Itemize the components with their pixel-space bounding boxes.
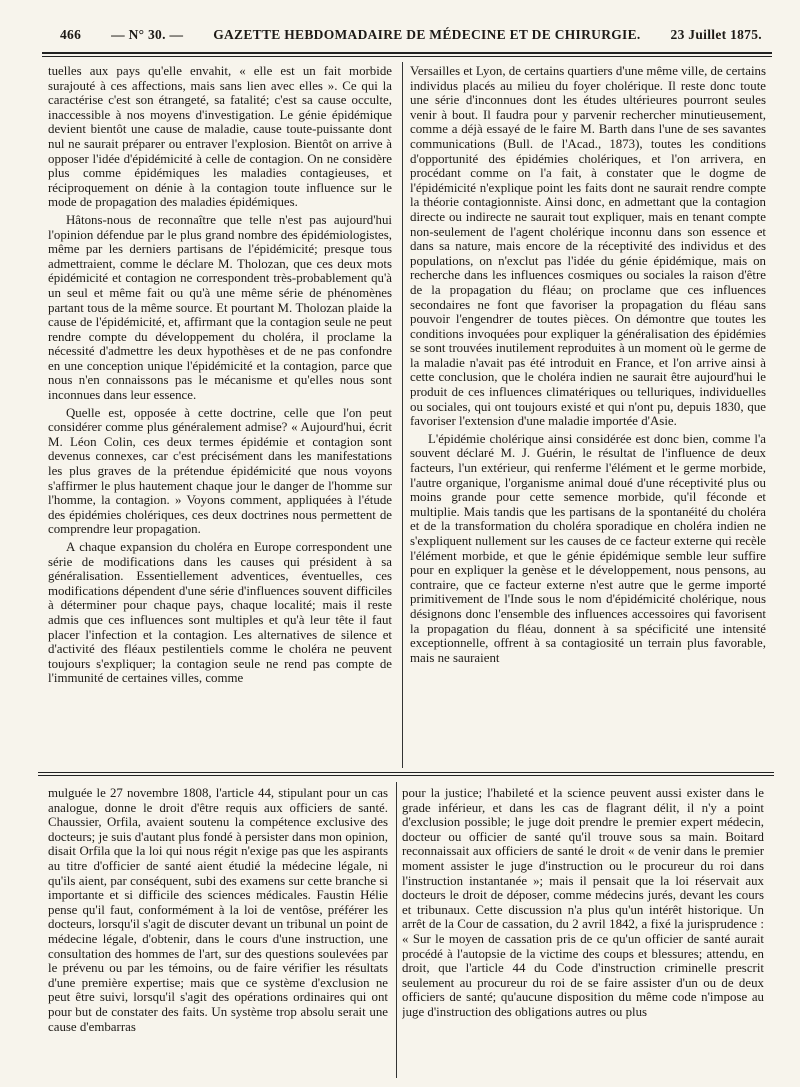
- journal-title: GAZETTE HEBDOMADAIRE DE MÉDECINE ET DE CHIRURGIE.: [213, 27, 641, 42]
- paragraph: Hâtons-nous de reconnaître que telle n'est pas aujourd'hui l'opinion défendue par le plus grand nombre des épidémiologistes, même par les derniers partisans de l'épidémicité; presque tous admettraient, comme le déclare M. Tholozan, que ces deux mots épidémicité et contagion ne correspondent très-probablement qu'à un seul et même fait ou qu'à une même série de phénomènes partant tous de la même source. Et pourtant M. Tholozan plaide la cause de l'épidémicité, et, affirmant que la contagion seule ne peut rendre compte du développement du choléra, il proclame la nécessité d'admettre les deux hypothèses et de ne pas confondre en une conception unique l'épidémicité et la contagion, parce que nous n'en connaissons pas le mécanisme et qu'elles nous sont inconnues dans leur essence.: [48, 212, 392, 403]
- paragraph: tuelles aux pays qu'elle envahit, « elle est un fait morbide surajouté à ces affections, mais sans lien avec elles ». Ce qui la caractérise c'est son étrangeté, sa fatalité; c'est sa cause occulte, inaccessible à nos moyens d'investigation. Le génie épidémique devient bientôt une cause de maladie, cause toute-puissante dont nul ne saurait préparer ou entraver l'explosion. Bientôt on arrive à opposer l'idée d'épidémicité à celle de contagion. On ne considère plus comme épidémiques les maladies contagieuses, et réciproquement on dénie à la contagion toute influence sur le mode de propagation des maladies épidémiques.: [48, 64, 392, 210]
- issue-number: — N° 30. —: [111, 27, 184, 42]
- lower-left-column: [48, 786, 388, 1076]
- paragraph: mulguée le 27 novembre 1808, l'article 44, stipulant pour un cas analogue, donne le droit d'être requis aux officiers de santé. Chaussier, Orfila, avaient soutenu la compétence exclusive des docteurs; je suis d'autant plus fondé à persister dans mon opinion, disait Orfila que la loi qui nous régit n'exige pas que les aspirants au titre d'officier de santé aient étudié la médecine légale, ni qu'ils aient, par conséquent, subi des examens sur cette branche si importante et si difficile des sciences médicales. Faustin Hélie pense qu'il faut, conformément à la loi de ventôse, préférer les docteurs, lorsqu'il s'agit de discuter devant un tribunal un point de médecine légale, d'obtenir, dans le cours d'une instruction, une consultation des hommes de l'art, sur des questions soulevées par le prévenu ou par les témoins, ou de faire vérifier les résultats d'une première expertise; mais que ce système d'exclusion ne peut être suivi, lorsqu'il s'agit des opérations ordinaires qui ont pour but de constater des faits. Un système trop absolu serait une cause d'embarras: [48, 786, 388, 1034]
- page-header: [60, 27, 762, 51]
- paragraph: A chaque expansion du choléra en Europe correspondent une série de modifications dans les causes qui président à sa généralisation. Essentiellement adventices, éventuelles, ces modifications dépendent d'une série d'influences souvent difficiles à déterminer pour chaque pays, chaque localité; mais il reste admis que ces influences sont multiples et qu'à leur tête il faut placer l'infection et la contagion. Les alternatives de silence et d'activité des fléaux pestilentiels comme le choléra ne peuvent toujours s'expliquer; la contagion seule ne rend pas compte de l'immunité de certaines villes, comme: [48, 540, 392, 686]
- column-divider-upper: [402, 62, 403, 768]
- upper-left-column: [48, 64, 392, 754]
- upper-right-column: [410, 64, 766, 754]
- issue-date: 23 Juillet 1875.: [670, 27, 762, 42]
- paragraph: Versailles et Lyon, de certains quartiers d'une même ville, de certains individus placés au milieu du foyer cholérique. Il reste donc toute une série d'inconnues dont les études ultérieures pourront seules venir à bout. Il faudra pour y parvenir rechercher minutieusement, comme a déjà essayé de le faire M. Barth dans l'une de ses savantes communications (Bull. de l'Acad., 1873), toutes les conditions d'opportunité des épidémies cholériques, et l'on arrivera, en procédant comme on l'a fait, à constater que le dogme de l'épidémicité n'explique point les faits dont ne saurait rendre compte la théorie contagionniste. Ainsi donc, en admettant que la contagion directe ou indirecte ne saurait tout expliquer, mais en tenant compte non-seulement de l'agent cholérique inconnu dans son essence et dans sa nature, mais encore de la réceptivité des individus et des populations, on n'exclut pas l'idée du génie épidémique, mais on recherche dans les influences cosmiques ou sociales la raison d'être de la propagation du fléau; on proclame que ces influences secondaires ne font que favoriser la propagation du fléau sans pouvoir l'engendrer de toutes pièces. On démontre que toutes les conditions invoquées pour expliquer la généralisation des épidémies se sont trouvées inutilement reproduites à un moment où le germe de la maladie n'avait pas été introduit en France, et l'on arrive ainsi à cette conclusion, que le choléra indien ne saurait être aujourd'hui le produit de ces influences climatériques ou telluriques, individuelles ou sociales, qui ont toujours existé et qui n'ont pu, depuis 1830, que favoriser l'extension d'une maladie importée d'Asie.: [410, 64, 766, 429]
- lower-right-column: [402, 786, 764, 1076]
- paragraph: Quelle est, opposée à cette doctrine, celle que l'on peut considérer comme plus généralement admise? « Aujourd'hui, écrit M. Léon Colin, ces deux termes épidémie et contagion sont devenus connexes, car c'est précisément dans les manifestations les plus graves de la prétendue épidémicité que nous voyons s'affirmer le plus hautement chaque jour le danger de l'homme sur l'homme, la contagion. » Voyons comment, appliquées à l'étude des épidémies cholériques, ces deux doctrines nous permettent de comprendre leur propagation.: [48, 405, 392, 537]
- header-rule: [42, 52, 772, 57]
- page-number: 466: [60, 27, 82, 42]
- paragraph: L'épidémie cholérique ainsi considérée est donc bien, comme l'a souvent déclaré M. J. Guérin, le résultat de l'influence de deux facteurs, l'un extérieur, qui renferme l'élément et le germe morbide, l'autre organique, l'organisme animal doué d'une réceptivité plus ou moins grande pour cette semence morbide, qu'il féconde et multiplie. Mais tandis que les partisans de la spontanéité du choléra et de la transformation du choléra sporadique en choléra indien ne s'expliquent nullement sur les causes de ce facteur externe qui recèle l'élément morbide, et que le génie épidémique semble leur suffire pour en expliquer la genèse et le développement, nous pensons, au contraire, que ce facteur externe n'est autre que le germe importé primitivement de l'Inde sous le nom d'épidémicité cholérique, nous désignons donc l'ensemble des influences accessoires qui favorisent la propagation du fléau, donnent à sa spécificité une intensité exceptionnelle, offrent à sa contagiosité un terrain plus favorable, mais ne sauraient: [410, 431, 766, 665]
- paragraph: pour la justice; l'habileté et la science peuvent aussi exister dans le grade inférieur, et dans les cas de flagrant délit, il n'y a point d'exclusion possible; le juge doit prendre le premier expert médecin, docteur ou officier de santé qu'il trouve sous sa main. Boitard reconnaissait aux officiers de santé le droit « de venir dans le premier moment assister le juge d'instruction ou le procureur du roi dans l'instruction instantanée »; mais il pensait que la loi réservait aux docteurs le droit de déposer, comme médecins jurés, devant les cours et tribunaux. Cette discussion n'a plus qu'un intérêt historique. Un arrêt de la Cour de cassation, du 2 avril 1842, a fixé la jurisprudence : « Sur le moyen de cassation pris de ce qu'un officier de santé aurait procédé à l'autopsie de la victime des coups et blessures; attendu, en droit, que l'article 44 du Code d'instruction criminelle prescrit seulement au procureur du roi de se faire assister d'un ou de deux officiers de santé; qu'aucune disposition du même code n'impose au juge d'instruction des obligations autres ou plus: [402, 786, 764, 1019]
- column-divider-lower: [396, 782, 397, 1078]
- section-rule: [38, 772, 774, 776]
